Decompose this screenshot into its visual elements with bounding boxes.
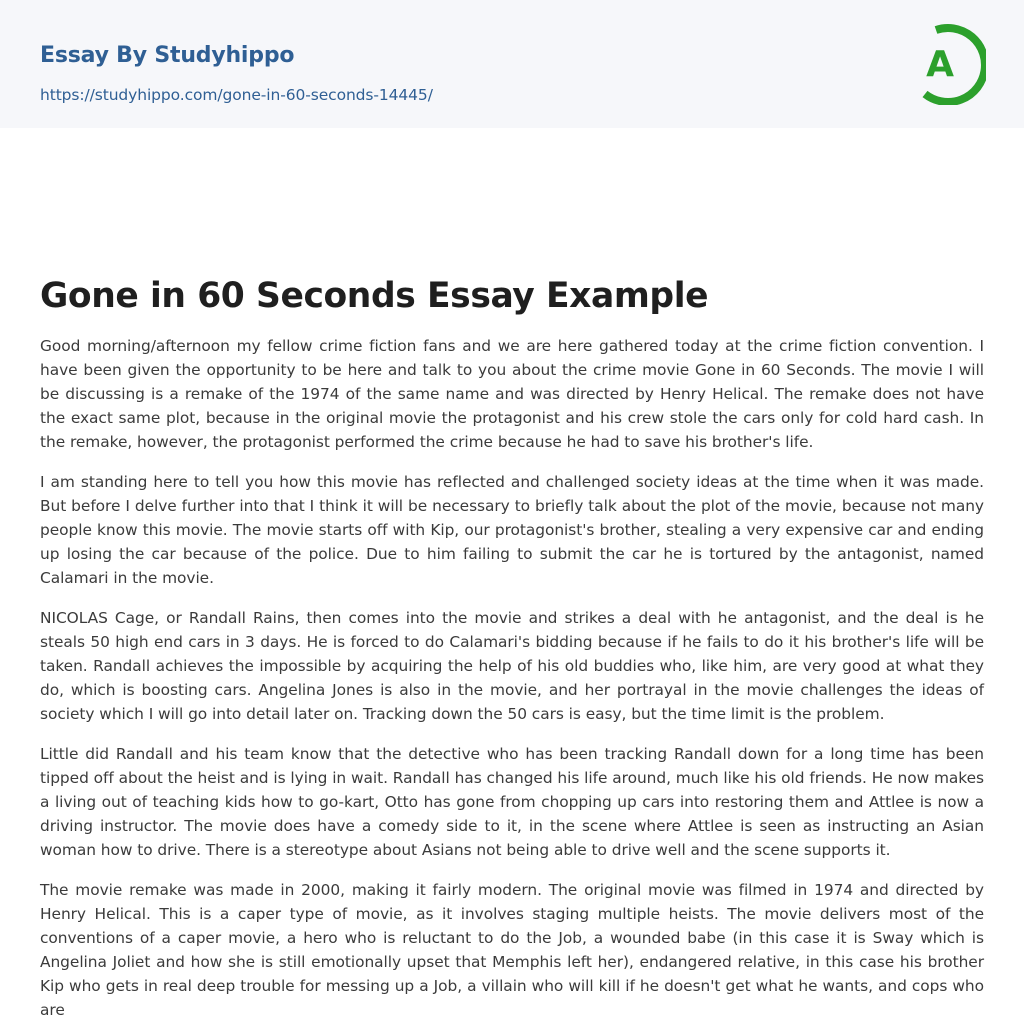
essay-content [40,334,984,1022]
essay-paragraph: I am standing here to tell you how this movie has reflected and challenged society ideas at the time when it was made. But before I delve further into that I think it will be necessary to briefly talk about the plot of the movie, because not many people know this movie. The movie starts off with Kip, our protagonist's brother, stealing a very expensive car and ending up losing the car because of the police. Due to him failing to submit the car he is tortured by the antagonist, named Calamari in the movie. [40,473,984,587]
logo-a-icon [912,19,986,105]
essay-url-link[interactable]: https://studyhippo.com/gone-in-60-seconds-14445/ [40,86,433,104]
essay-title: Gone in 60 Seconds Essay Example [40,276,709,316]
essay-paragraph: The movie remake was made in 2000, making it fairly modern. The original movie was filmed in 1974 and directed by Henry Helical. This is a caper type of movie, as it involves staging multiple heists. The movie delivers most of the conventions of a caper movie, a hero who is reluctant to do the Job, a wounded babe (in this case it is Sway which is Angelina Joliet and how she is still emotionally upset that Memphis left her), endangered relative, in this case his brother Kip who gets in real deep trouble for messing up a Job, a villain who will kill if he doesn't get what he wants, and cops who are [40,881,984,1019]
site-header [0,0,1024,128]
essay-paragraph: Good morning/afternoon my fellow crime fiction fans and we are here gathered today at the crime fiction convention. I have been given the opportunity to be here and talk to you about the crime movie Gone in 60 Seconds. The movie I will be discussing is a remake of the 1974 of the same name and was directed by Henry Helical. The remake does not have the exact same plot, because in the original movie the protagonist and his crew stole the cars only for cold hard cash. In the remake, however, the protagonist performed the crime because he had to save his brother's life. [40,337,984,451]
essay-paragraph: NICOLAS Cage, or Randall Rains, then comes into the movie and strikes a deal with he antagonist, and the deal is he steals 50 high end cars in 3 days. He is forced to do Calamari's bidding because if he fails to do it his brother's life will be taken. Randall achieves the impossible by acquiring the help of his old buddies who, like him, are very good at what they do, which is boosting cars. Angelina Jones is also in the movie, and her portrayal in the movie challenges the ideas of society which I will go into detail later on. Tracking down the 50 cars is easy, but the time limit is the problem. [40,609,984,723]
essay-main [0,128,1024,1022]
site-title[interactable]: Essay By Studyhippo [40,43,295,68]
studyhippo-logo[interactable] [912,19,986,105]
essay-paragraph: Little did Randall and his team know that the detective who has been tracking Randall down for a long time has been tipped off about the heist and is lying in wait. Randall has changed his life around, much like his old friends. He now makes a living out of teaching kids how to go-kart, Otto has gone from chopping up cars into restoring them and Attlee is now a driving instructor. The movie does have a comedy side to it, in the scene where Attlee is seen as instructing an Asian woman how to drive. There is a stereotype about Asians not being able to drive well and the scene supports it. [40,745,984,859]
logo-letter: A [926,44,954,85]
